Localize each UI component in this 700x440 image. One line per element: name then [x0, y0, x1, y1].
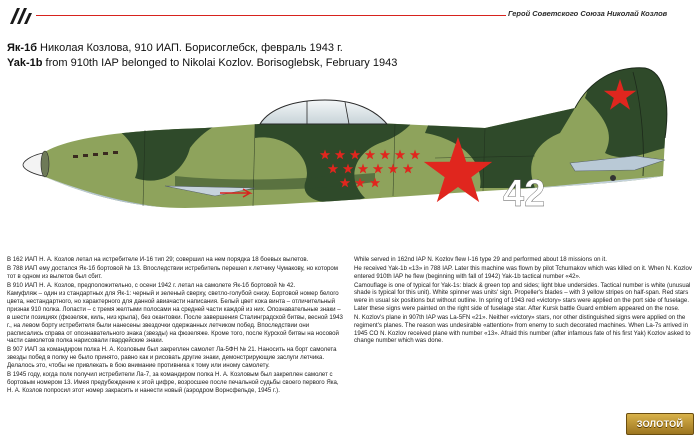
ru-paragraph: Камуфляж – один из стандартных для Як-1: черный и зеленый сверху, светло-голубой снизу. Бортовой номер белого цвета, нестандартного, но характерного для данной авиачасти написания. Белый цвет кока винта – отличительный признак 910 полка. Лопасти – с тремя желтыми полосами на средней части каждой из них. Опознавательные знаки – в шести позициях (фюзеляж, киль, низ крыла), без окантовки. После завершения Сталинградской битвы, весной 1943 г., на левом борту истребителя были нанесены звездочки одержанных летчиком побед. Впоследствии они расписались справа от опознавательного знака (звезды) на фюзеляже. Кроме того, после Курской битвы на носовой части самолетов полка нарисовали гвардейские знаки. — [7, 290, 343, 345]
cockpit-canopy — [260, 100, 387, 124]
title-en-caption: from 910th IAP belonged to Nikolai Kozlov. Borisoglebsk, February 1943 — [42, 57, 398, 69]
propeller-spinner — [23, 153, 43, 176]
tactical-number: 42 — [503, 173, 546, 215]
ru-paragraph: В 788 ИАП ему достался Як-1б бортовой № 13. Впоследствии истребитель перешел к летчику Чумакову, но котором тот в одном из вылетов был сбит. — [7, 264, 338, 280]
en-paragraph: N. Kozlov's plane in 907th IAP was La-5FN «21». Neither «victory» stars, nor other distinguished signs were applied on the regiment's planes. The reason was undesirable «attention» from enemy to such decorated machines. When La-7s arrived in 1945 CO N. Kozlov received plane with number «13». Afraid this number (after infamous fate of his first Yak) Kozlov asked to change number which was done. — [354, 313, 691, 345]
ru-paragraph: В 1945 году, когда полк получил истребители Ла-7, за командиром полка Н. А. Козловым был закреплен самолет с бортовым номером 13. Имея предубеждение к этой цифре, возросшее после печальной судьбы своего первого Яка, Н. А. Козлов попросил этот номер закрасить и нанести новый (аэродром Ворнсфельде, 1945 г.). — [7, 370, 339, 394]
publisher-logo-icon — [10, 8, 32, 24]
title-russian — [7, 42, 343, 54]
ru-paragraph: В 162 ИАП Н. А. Козлов летал на истребителе И-16 тип 29; совершил на нем порядка 18 боевых вылетов. — [7, 256, 309, 263]
title-en-model: Yak-1b — [7, 57, 43, 69]
ru-paragraph: В 907 ИАП за командиром полка Н. А. Козловым был закреплен самолет Ла-5ФН № 21. Наносить на борт самолета звезды побед в полку не было принято, равно как и рисовать другие знаки, демонстрирующие заслуги летчика. Делалось это, чтобы не привлекать в бою внимание противника к тому или иному самолету. — [7, 346, 337, 369]
nose-ring — [41, 151, 49, 177]
en-paragraph: He received Yak-1b «13» in 788 IAP. Later this machine was flown by pilot Tchumakov which was killed on it. When N. Kozlov entered 910th IAP he flew (beginning with fall of 1942) Yak-1b tactical number «42». — [354, 264, 692, 280]
title-ru-caption: Николая Козлова, 910 ИАП. Борисоглебск, февраль 1943 г. — [37, 42, 343, 54]
publisher-badge: ЗОЛОТОЙ — [626, 413, 694, 435]
ru-paragraph: В 910 ИАП Н. А. Козлов, предположительно, с осени 1942 г. летал на самолете Як-1б бортовой № 42. — [7, 281, 296, 289]
title-ru-model: Як-1б — [7, 42, 37, 54]
en-paragraph: While served in 162nd IAP N. Kozlov flew I-16 type 29 and performed about 18 missions on it. — [354, 256, 607, 263]
en-paragraph: Camouflage is one of typical for Yak-1s: black & green top and sides; light blue undersides. Tactical number is white (unusual shade is typical for this unit). White spinner was units' sign. Propeller's blades – with 3 yellow stripes on half-span. Red stars were in usual six positions but without outline. In spring of 1943 red «victory» stars were applied on the port side of fuselage. Later these signs were painted on the right side of fuselage star. After Kursk battle Guard emblem appeared on the nose. — [354, 281, 691, 313]
header-banner: Герой Советского Союза Николай Козлов — [508, 9, 668, 18]
aircraft-illustration — [15, 58, 695, 253]
tail-wheel — [610, 175, 616, 181]
text-column-english — [354, 256, 694, 346]
header-rule — [36, 15, 506, 16]
text-column-russian — [7, 256, 345, 395]
